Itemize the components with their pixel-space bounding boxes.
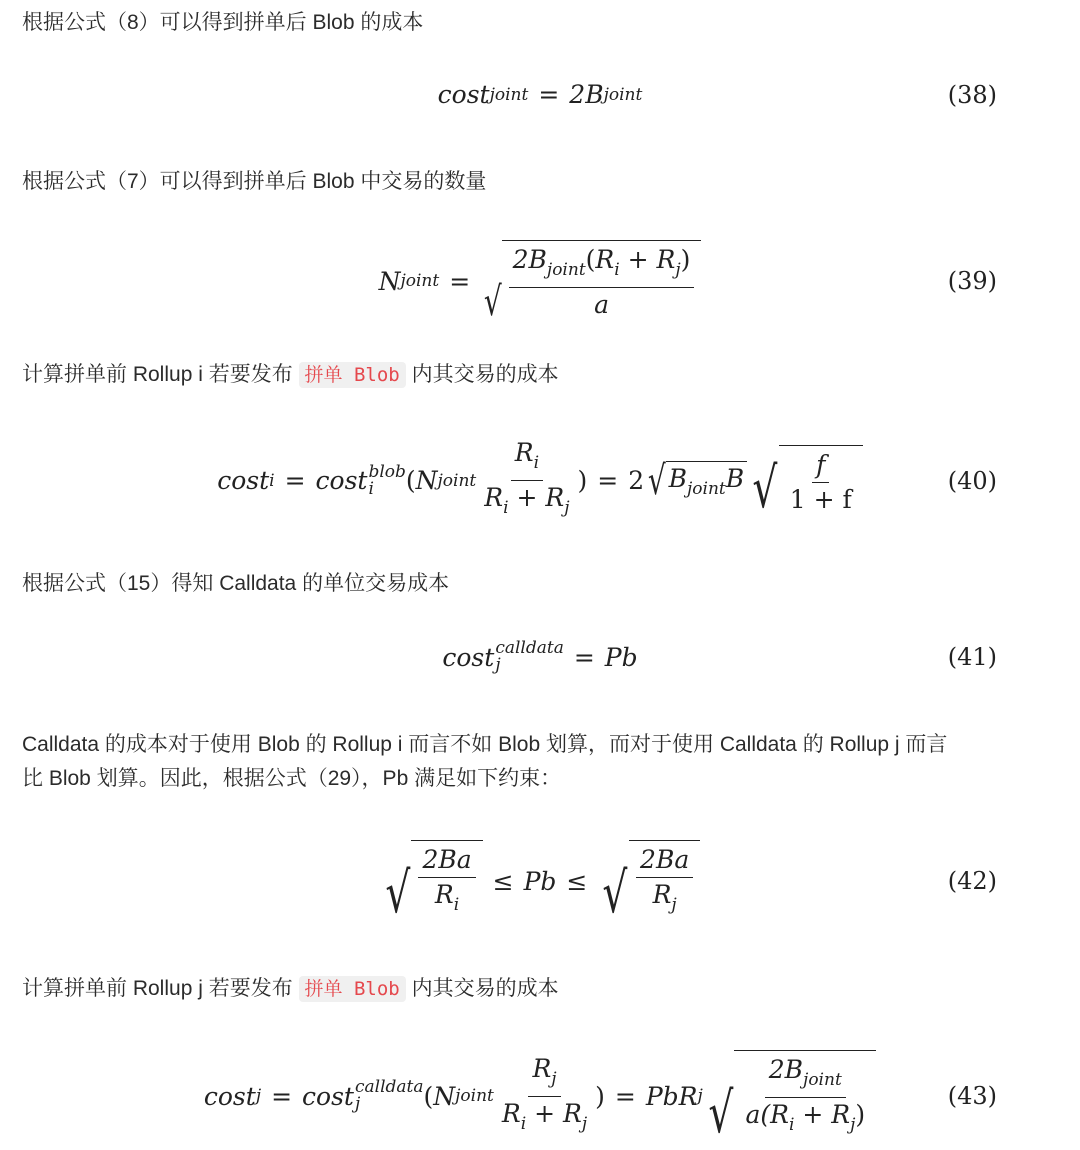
m: N [415,466,438,495]
paragraph [22,972,559,1006]
m: 1 + f [789,484,852,514]
m: j [551,1068,557,1089]
m: j [495,655,501,675]
m: i [520,1113,527,1134]
m: j [675,260,681,280]
text: Calldata 的成本对于使用 Blob 的 Rollup i 而言不如 Blob 划算，而对于使用 Calldata 的 Rollup j 而言 [22,733,948,756]
m: 2Ba [422,845,472,874]
m: joint [455,1086,494,1106]
equation-43: cost j = cost calldata j ( N joint $\frac{R_j}{R_i + R_j}$ ) = PbR j √ $\frac{2B_{joint}}{a(R_i + R_j)}$ (43) [0,1050,1080,1142]
m: N [378,266,401,296]
equation-number: (39) [947,267,997,295]
m: = [284,466,306,495]
m: 2B [569,80,604,109]
m: cost [302,1081,354,1111]
equation-38 [0,80,1080,109]
m: j [671,895,677,915]
m: B [668,463,687,493]
m: R [501,1098,521,1128]
m: j [850,1115,856,1135]
m: i [614,260,620,280]
m: ) [595,1081,605,1111]
m: i [269,470,275,491]
m: cost [442,642,495,672]
m: = [614,1081,636,1111]
equation-39 [0,240,1080,325]
m: PbR [645,1081,698,1111]
m: ) [577,466,588,495]
m: joint [437,470,477,491]
m: R [514,438,534,467]
m: + [802,1100,824,1129]
m: joint [603,84,643,105]
m: R [532,1053,552,1083]
m: R [595,245,615,274]
equation-number: (43) [947,1082,997,1110]
paragraph: 根据公式（8）可以得到拼单后 Blob 的成本 [22,11,424,34]
m: cost [217,466,270,495]
m: ( [405,466,416,495]
m: i [368,478,374,499]
equation-number: (42) [947,867,997,895]
m: R [652,880,672,909]
paragraph: 根据公式（7）可以得到拼单后 Blob 中交易的数量 [22,170,487,193]
m: ) [855,1100,866,1129]
m: j [354,1094,361,1114]
equation-number: (38) [947,80,997,109]
m: + [516,483,538,512]
m: f [816,449,826,479]
m: ( [585,245,596,274]
m: joint [400,271,440,291]
paragraph [22,728,947,796]
m: i [788,1115,795,1135]
text: 计算拼单前 Rollup j 若要发布 [22,977,293,1000]
inline-code: 拼单 Blob [299,362,406,388]
sqrt: √ $\frac{2B_{joint}(R_i + R_j)}{a}$ [480,240,701,322]
m: ( [423,1081,434,1111]
m: joint [489,84,529,105]
m: joint [687,478,726,499]
inline-code: 拼单 Blob [299,976,406,1002]
m: Pb [523,866,557,896]
m: 2Ba [640,845,690,874]
m: 2B [512,245,547,274]
m: i [453,895,460,915]
m: calldata [495,638,564,658]
m: joint [803,1070,842,1090]
m: j [564,498,570,518]
m: calldata [354,1077,424,1097]
m: 2B [768,1055,804,1084]
m: i [503,498,509,518]
m: + [534,1098,556,1128]
m: cost [203,1081,256,1111]
equation-number: (41) [947,643,997,671]
paragraph: 根据公式（15）得知 Calldata 的单位交易成本 [22,572,450,595]
m: cost [437,80,490,109]
m: = [271,1081,293,1111]
m: i [533,453,540,473]
m: ≤ [492,866,514,896]
m: R [434,880,454,909]
m: = [597,466,619,495]
m: a [594,290,609,319]
equation-42: √ $\frac{2Ba}{R_i}$ ≤ Pb ≤ √ $\frac{2Ba}{R_j}$ (42) [0,840,1080,922]
m: + [627,245,649,274]
m: = [449,266,471,296]
m: R [545,483,565,512]
m: N [433,1081,456,1111]
m: j [581,1113,588,1134]
m: R [831,1100,851,1129]
m: cost [315,466,368,495]
m: R [563,1098,582,1128]
m: 2 [628,466,645,495]
text: 比 Blob 划算。因此，根据公式（29），Pb 满足如下约束： [22,767,562,790]
equation-40: cost i = cost blob i ( N joint $\frac{R_i}{R_i + R_j}$ ) = 2 √ $B_{joint}B$ √ $\frac{f}{1 + f}$ (40) [217,438,997,521]
m: j [697,1086,703,1106]
equation-41 [0,640,1080,674]
m: R [484,483,504,512]
m: = [538,80,560,109]
m: a(R [745,1100,789,1129]
m: R [656,245,676,274]
m: Pb [604,642,638,672]
m: = [573,642,595,672]
m: ≤ [566,866,588,896]
equation-number: (40) [947,466,997,495]
text: 内其交易的成本 [411,363,559,386]
text: 计算拼单前 Rollup i 若要发布 [22,363,293,386]
m: B [725,463,745,493]
m: ) [680,245,691,274]
paragraph [22,358,559,392]
m: joint [546,260,586,280]
text: 内其交易的成本 [411,977,559,1000]
m: j [255,1086,262,1106]
m: blob [368,461,406,482]
